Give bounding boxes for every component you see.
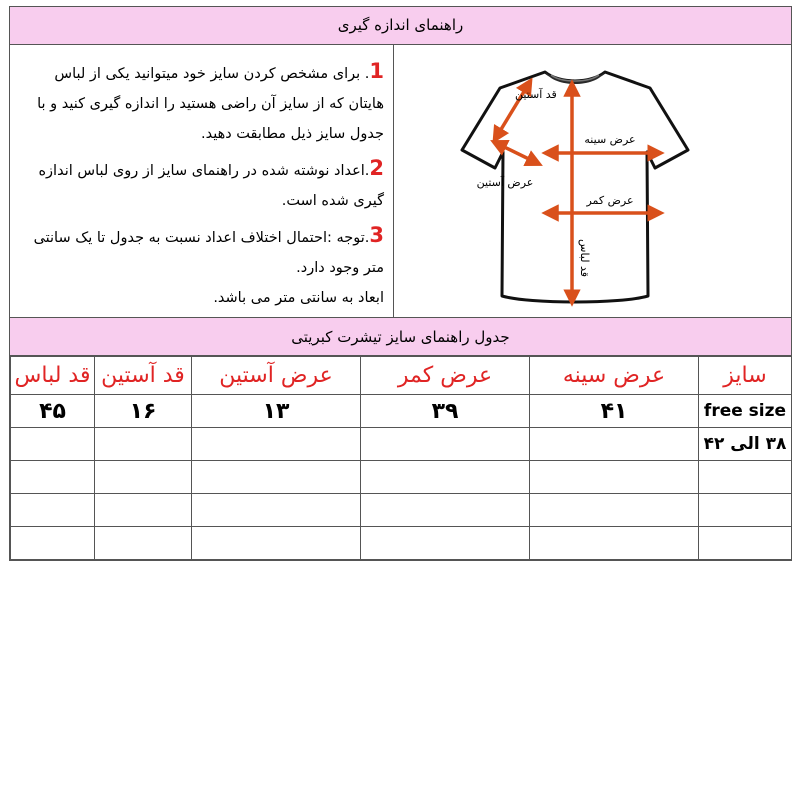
tshirt-diagram xyxy=(450,58,700,308)
header-size: سایز xyxy=(699,356,792,395)
cell-chest-width xyxy=(530,428,699,461)
cell-garment-length xyxy=(11,494,95,527)
table-header-row xyxy=(11,356,792,395)
cell-waist-width xyxy=(361,428,530,461)
divider xyxy=(393,44,394,317)
table-row xyxy=(11,527,792,560)
instruction-number: 3 xyxy=(369,223,384,247)
cell-chest-width xyxy=(530,461,699,494)
cell-garment-length xyxy=(11,428,95,461)
instructions xyxy=(18,56,384,317)
cell-size xyxy=(699,494,792,527)
cell-waist-width xyxy=(361,527,530,560)
size-table xyxy=(10,355,792,560)
cell-size: ۳۸ الی ۴۲ xyxy=(699,428,792,461)
cell-waist-width: ۳۹ xyxy=(361,395,530,428)
instruction-number: 1 xyxy=(369,59,384,83)
header-sleeve-length: قد آستین xyxy=(95,356,192,395)
cell-sleeve-length xyxy=(95,428,192,461)
table-row xyxy=(11,395,792,428)
instruction-text: .اعداد نوشته شده در راهنمای سایز از روی لباس اندازه گیری شده است. xyxy=(38,163,384,209)
cell-sleeve-length xyxy=(95,494,192,527)
instruction-1 xyxy=(18,56,384,149)
instruction-number: 2 xyxy=(369,156,384,180)
header-sleeve-width: عرض آستین xyxy=(192,356,361,395)
cell-sleeve-length: ۱۶ xyxy=(95,395,192,428)
label-sleeve-length: قد آستین xyxy=(515,88,557,101)
instruction-text: . برای مشخص کردن سایز خود میتوانید یکی از لباس هایتان که از سایز آن راضی هستید را اندازه گیری کنید و با جدول سایز ذیل مطابقت دهید. xyxy=(37,66,384,142)
label-chest-width: عرض سینه xyxy=(584,133,636,146)
cell-garment-length: ۴۵ xyxy=(11,395,95,428)
header-garment-length: قد لباس xyxy=(11,356,95,395)
instruction-3 xyxy=(18,220,384,283)
table-row xyxy=(11,428,792,461)
table-row xyxy=(11,494,792,527)
cell-waist-width xyxy=(361,494,530,527)
cell-size xyxy=(699,527,792,560)
header-chest-width: عرض سینه xyxy=(530,356,699,395)
cell-size: free size xyxy=(699,395,792,428)
cell-sleeve-width xyxy=(192,428,361,461)
cell-size xyxy=(699,461,792,494)
table-title: جدول راهنمای سایز تیشرت کبریتی xyxy=(10,317,791,357)
cell-sleeve-width xyxy=(192,527,361,560)
label-garment-length: قد لباس xyxy=(578,239,591,277)
cell-sleeve-width xyxy=(192,461,361,494)
header-waist-width: عرض کمر xyxy=(361,356,530,395)
units-note: ابعاد به سانتی متر می باشد. xyxy=(213,290,384,306)
cell-sleeve-width xyxy=(192,494,361,527)
cell-garment-length xyxy=(11,527,95,560)
cell-sleeve-length xyxy=(95,461,192,494)
cell-chest-width: ۴۱ xyxy=(530,395,699,428)
cell-chest-width xyxy=(530,527,699,560)
size-guide-frame xyxy=(9,6,792,561)
instruction-2 xyxy=(18,153,384,216)
guide-title: راهنمای اندازه گیری xyxy=(10,7,791,45)
label-waist-width: عرض کمر xyxy=(586,194,634,207)
cell-waist-width xyxy=(361,461,530,494)
table-row xyxy=(11,461,792,494)
cell-chest-width xyxy=(530,494,699,527)
cell-sleeve-width: ۱۳ xyxy=(192,395,361,428)
cell-garment-length xyxy=(11,461,95,494)
label-sleeve-width: عرض آستین xyxy=(476,176,534,189)
instruction-text: .توجه :احتمال اختلاف اعداد نسبت به جدول تا یک سانتی متر وجود دارد. xyxy=(33,230,384,276)
cell-sleeve-length xyxy=(95,527,192,560)
measurement-guide-section xyxy=(10,44,791,317)
